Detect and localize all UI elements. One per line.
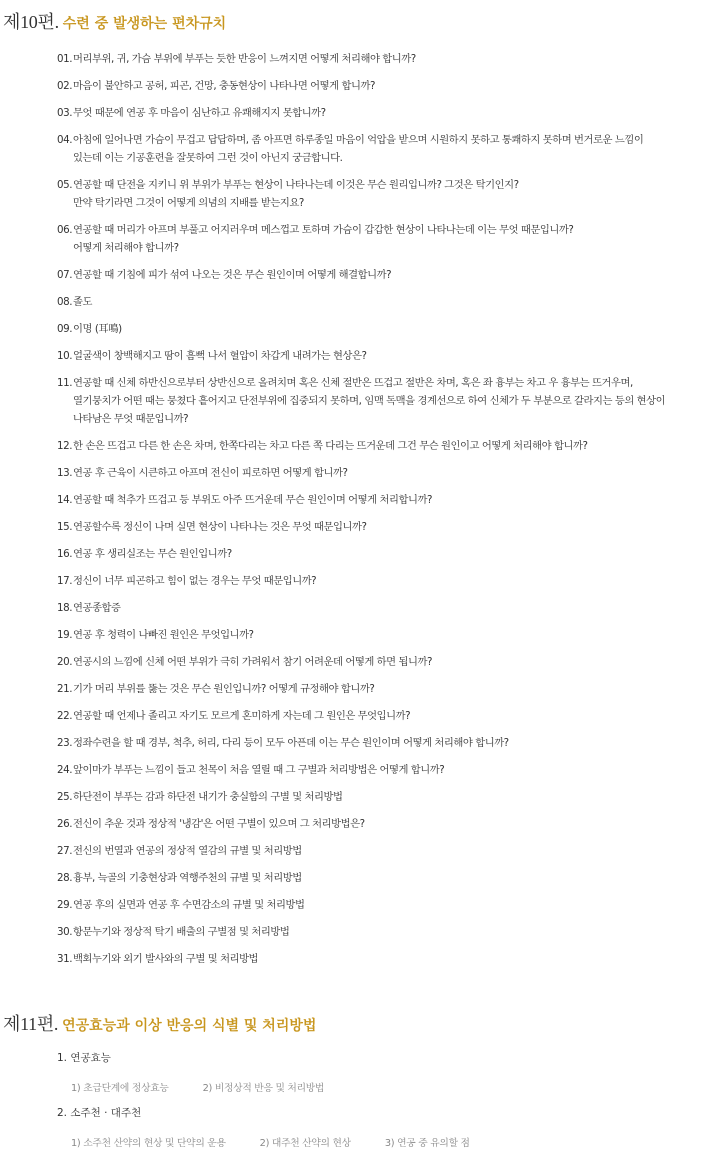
question-item[interactable] bbox=[57, 572, 718, 590]
question-item[interactable] bbox=[57, 869, 718, 887]
question-text bbox=[73, 626, 718, 644]
question-number: 22. bbox=[57, 710, 73, 722]
question-line: 항문누기와 정상적 탁기 배출의 구별점 및 처리방법 bbox=[73, 926, 290, 938]
question-item[interactable] bbox=[57, 950, 718, 968]
question-line: 연공 후 근육이 시큰하고 아프며 전신이 피로하면 어떻게 합니까? bbox=[73, 467, 348, 479]
subsection-link[interactable]: 2) 대주천 산약의 현상 bbox=[259, 1138, 351, 1149]
question-item[interactable] bbox=[57, 347, 718, 365]
question-text bbox=[73, 464, 718, 482]
question-number: 20. bbox=[57, 656, 73, 668]
chapter-11-section-list bbox=[57, 1049, 718, 1159]
question-number: 04. bbox=[57, 134, 73, 146]
question-line: 연공 후 청력이 나빠진 원인은 무엇입니까? bbox=[73, 629, 254, 641]
question-item[interactable] bbox=[57, 374, 718, 428]
question-text bbox=[73, 896, 718, 914]
question-text bbox=[73, 734, 718, 752]
question-number: 26. bbox=[57, 818, 73, 830]
question-text bbox=[73, 680, 718, 698]
question-text bbox=[73, 50, 718, 68]
question-line: 기가 머리 부위를 뚫는 것은 무슨 원인입니까? 어떻게 규정해야 합니까? bbox=[73, 683, 375, 695]
question-line: 흉부, 늑골의 기충현상과 역행주천의 규별 및 처리방법 bbox=[73, 872, 302, 884]
question-number: 03. bbox=[57, 107, 73, 119]
question-number: 24. bbox=[57, 764, 73, 776]
subsection-link[interactable]: 1) 초급단계에 정상효능 bbox=[71, 1083, 169, 1094]
question-number: 06. bbox=[57, 224, 73, 236]
question-line: 연공할 때 머리가 아프며 부풀고 어지러우며 메스껍고 토하며 가슴이 갑갑한 현상이 나타나는데 이는 무엇 때문입니까? bbox=[73, 224, 574, 236]
subsection-row bbox=[57, 1076, 718, 1095]
question-line: 전신의 번열과 연공의 정상적 열감의 규별 및 처리방법 bbox=[73, 845, 302, 857]
question-text bbox=[73, 491, 718, 509]
question-number: 08. bbox=[57, 296, 73, 308]
question-item[interactable] bbox=[57, 734, 718, 752]
question-number: 21. bbox=[57, 683, 73, 695]
question-text bbox=[73, 572, 718, 590]
section-item bbox=[57, 1049, 718, 1095]
question-number: 11. bbox=[57, 377, 73, 389]
question-item[interactable] bbox=[57, 815, 718, 833]
chapter-11-number: 제11편. bbox=[3, 1014, 59, 1034]
question-text bbox=[73, 599, 718, 617]
question-line: 연공할 때 언제나 졸리고 자기도 모르게 혼미하게 자는데 그 원인은 무엇입니까? bbox=[73, 710, 411, 722]
question-text bbox=[73, 518, 718, 536]
question-text bbox=[73, 104, 718, 122]
question-item[interactable] bbox=[57, 842, 718, 860]
question-number: 07. bbox=[57, 269, 73, 281]
question-number: 12. bbox=[57, 440, 73, 452]
question-text bbox=[73, 77, 718, 95]
question-item[interactable] bbox=[57, 653, 718, 671]
question-line: 연공할 때 단전을 지키니 위 부위가 부푸는 현상이 나타나는데 이것은 무슨 원리입니까? 그것은 탁기인지? bbox=[73, 179, 519, 191]
question-text bbox=[73, 788, 718, 806]
question-number: 31. bbox=[57, 953, 73, 965]
question-text bbox=[73, 221, 718, 257]
question-line: 연공시의 느낌에 신체 어떤 부위가 극히 가려워서 참기 어려운데 어떻게 하면 됩니까? bbox=[73, 656, 432, 668]
question-line: 연공 후 생리실조는 무슨 원인입니까? bbox=[73, 548, 232, 560]
question-line: 무엇 때문에 연공 후 마음이 심난하고 유쾌해지지 못합니까? bbox=[73, 107, 326, 119]
question-item[interactable] bbox=[57, 707, 718, 725]
subsection-link[interactable]: 1) 소주천 산약의 현상 및 단약의 운용 bbox=[71, 1138, 226, 1149]
question-line: 어떻게 처리해야 합니까? bbox=[73, 242, 179, 254]
question-number: 25. bbox=[57, 791, 73, 803]
question-line: 백회누기와 외기 발사와의 구별 및 처리방법 bbox=[73, 953, 259, 965]
question-line: 나타남은 무엇 때문입니까? bbox=[73, 413, 189, 425]
question-text bbox=[73, 545, 718, 563]
chapter-10-title: 수련 중 발생하는 편차규치 bbox=[62, 16, 227, 32]
subsection-link[interactable]: 3) 연공 중 유의할 점 bbox=[384, 1138, 470, 1149]
question-line: 연공할 때 척추가 뜨겁고 등 부위도 아주 뜨거운데 무슨 원인이며 어떻게 처리합니까? bbox=[73, 494, 432, 506]
question-number: 14. bbox=[57, 494, 73, 506]
question-text bbox=[73, 347, 718, 365]
question-text bbox=[73, 320, 718, 338]
question-text bbox=[73, 437, 718, 455]
question-number: 29. bbox=[57, 899, 73, 911]
question-text bbox=[73, 707, 718, 725]
question-text bbox=[73, 869, 718, 887]
question-number: 15. bbox=[57, 521, 73, 533]
question-number: 10. bbox=[57, 350, 73, 362]
question-line: 있는데 이는 기공훈련을 잘못하여 그런 것이 아닌지 궁금합니다. bbox=[73, 152, 343, 164]
question-number: 05. bbox=[57, 179, 73, 191]
subsection-row bbox=[57, 1131, 718, 1150]
question-text bbox=[73, 761, 718, 779]
question-number: 17. bbox=[57, 575, 73, 587]
section-item bbox=[57, 1104, 718, 1150]
question-item[interactable] bbox=[57, 320, 718, 338]
question-line: 정좌수련을 할 때 경부, 척추, 허리, 다리 등이 모두 아픈데 이는 무슨 원인이며 어떻게 처리해야 합니까? bbox=[73, 737, 509, 749]
question-text bbox=[73, 653, 718, 671]
chapter-10-question-list bbox=[57, 50, 718, 977]
question-number: 27. bbox=[57, 845, 73, 857]
question-number: 09. bbox=[57, 323, 73, 335]
question-text bbox=[73, 923, 718, 941]
question-item[interactable] bbox=[57, 680, 718, 698]
question-item[interactable] bbox=[57, 626, 718, 644]
question-number: 19. bbox=[57, 629, 73, 641]
question-number: 13. bbox=[57, 467, 73, 479]
question-line: 연공할 때 기침에 피가 섞여 나오는 것은 무슨 원인이며 어떻게 해결합니까? bbox=[73, 269, 392, 281]
question-line: 정신이 너무 피곤하고 힘이 없는 경우는 무엇 때문입니까? bbox=[73, 575, 317, 587]
section-label[interactable]: 1. 연공효능 bbox=[57, 1052, 111, 1064]
question-text bbox=[73, 842, 718, 860]
subsection-link[interactable]: 2) 비정상적 반응 및 처리방법 bbox=[202, 1083, 325, 1094]
question-number: 23. bbox=[57, 737, 73, 749]
question-text bbox=[73, 131, 718, 167]
question-item[interactable] bbox=[57, 77, 718, 95]
question-line: 연공 후의 실면과 연공 후 수면감소의 규별 및 처리방법 bbox=[73, 899, 305, 911]
question-line: 아침에 일어나면 가슴이 무겁고 답답하며, 좀 아프면 하루종일 마음이 억압을 받으며 시원하지 못하고 통쾌하지 못하며 번거로운 느낌이 bbox=[73, 134, 644, 146]
question-item[interactable] bbox=[57, 176, 718, 212]
question-number: 02. bbox=[57, 80, 73, 92]
question-item[interactable] bbox=[57, 104, 718, 122]
question-item[interactable] bbox=[57, 545, 718, 563]
question-item[interactable] bbox=[57, 437, 718, 455]
question-line: 얼굴색이 창백해지고 땀이 흠뻑 나서 혈압이 차갑게 내려가는 현상은? bbox=[73, 350, 367, 362]
question-item[interactable] bbox=[57, 599, 718, 617]
chapter-11-heading bbox=[3, 1010, 316, 1036]
question-line: 열기뭉치가 어떤 때는 뭉쳤다 흩어지고 단전부위에 집중되지 못하며, 임맥 독맥을 경계선으로 하여 신체가 두 부분으로 갈라지는 등의 현상이 bbox=[73, 395, 666, 407]
question-item[interactable] bbox=[57, 788, 718, 806]
question-line: 마음이 불안하고 공허, 피곤, 건망, 충동현상이 나타나면 어떻게 합니까? bbox=[73, 80, 375, 92]
chapter-11-title: 연공효능과 이상 반응의 식별 및 처리방법 bbox=[62, 1018, 317, 1034]
question-number: 01. bbox=[57, 53, 73, 65]
question-number: 28. bbox=[57, 872, 73, 884]
question-number: 16. bbox=[57, 548, 73, 560]
question-item[interactable] bbox=[57, 50, 718, 68]
question-item[interactable] bbox=[57, 923, 718, 941]
question-text bbox=[73, 176, 718, 212]
question-number: 30. bbox=[57, 926, 73, 938]
question-text bbox=[73, 374, 718, 428]
question-line: 머리부위, 귀, 가슴 부위에 부푸는 듯한 반응이 느껴지면 어떻게 처리해야 합니까? bbox=[73, 53, 416, 65]
question-line: 졸도 bbox=[73, 296, 92, 308]
question-text bbox=[73, 293, 718, 311]
question-item[interactable] bbox=[57, 293, 718, 311]
section-label[interactable]: 2. 소주천 · 대주천 bbox=[57, 1107, 142, 1119]
question-line: 하단전이 부푸는 감과 하단전 내기가 충실함의 구별 및 처리방법 bbox=[73, 791, 343, 803]
question-text bbox=[73, 815, 718, 833]
question-line: 연공할 때 신체 하반신으로부터 상반신으로 올려치며 혹은 신체 절반은 뜨겁고 절반은 차며, 혹은 좌 흉부는 차고 우 흉부는 뜨거우며, bbox=[73, 377, 633, 389]
question-item[interactable] bbox=[57, 491, 718, 509]
question-line: 한 손은 뜨겁고 다른 한 손은 차며, 한쪽다리는 차고 다른 쪽 다리는 뜨거운데 그건 무슨 원인이고 어떻게 처리해야 합니까? bbox=[73, 440, 588, 452]
question-text bbox=[73, 266, 718, 284]
question-item[interactable] bbox=[57, 221, 718, 257]
question-line: 연공종합증 bbox=[73, 602, 121, 614]
chapter-10-heading bbox=[3, 8, 226, 34]
question-number: 18. bbox=[57, 602, 73, 614]
question-item[interactable] bbox=[57, 266, 718, 284]
question-item[interactable] bbox=[57, 464, 718, 482]
question-line: 연공할수록 정신이 나며 실면 현상이 나타나는 것은 무엇 때문입니까? bbox=[73, 521, 367, 533]
question-line: 이명 (耳鳴) bbox=[73, 323, 122, 335]
question-line: 전신이 추운 것과 정상적 '냉감'은 어떤 구별이 있으며 그 처리방법은? bbox=[73, 818, 365, 830]
question-line: 앞이마가 부푸는 느낌이 들고 천목이 처음 열릴 때 그 구별과 처리방법은 어떻게 합니까? bbox=[73, 764, 445, 776]
chapter-10-number: 제10편. bbox=[3, 12, 59, 32]
question-text bbox=[73, 950, 718, 968]
question-item[interactable] bbox=[57, 896, 718, 914]
question-item[interactable] bbox=[57, 761, 718, 779]
question-item[interactable] bbox=[57, 131, 718, 167]
question-item[interactable] bbox=[57, 518, 718, 536]
question-line: 만약 탁기라면 그것이 어떻게 의념의 지배를 받는지요? bbox=[73, 197, 304, 209]
